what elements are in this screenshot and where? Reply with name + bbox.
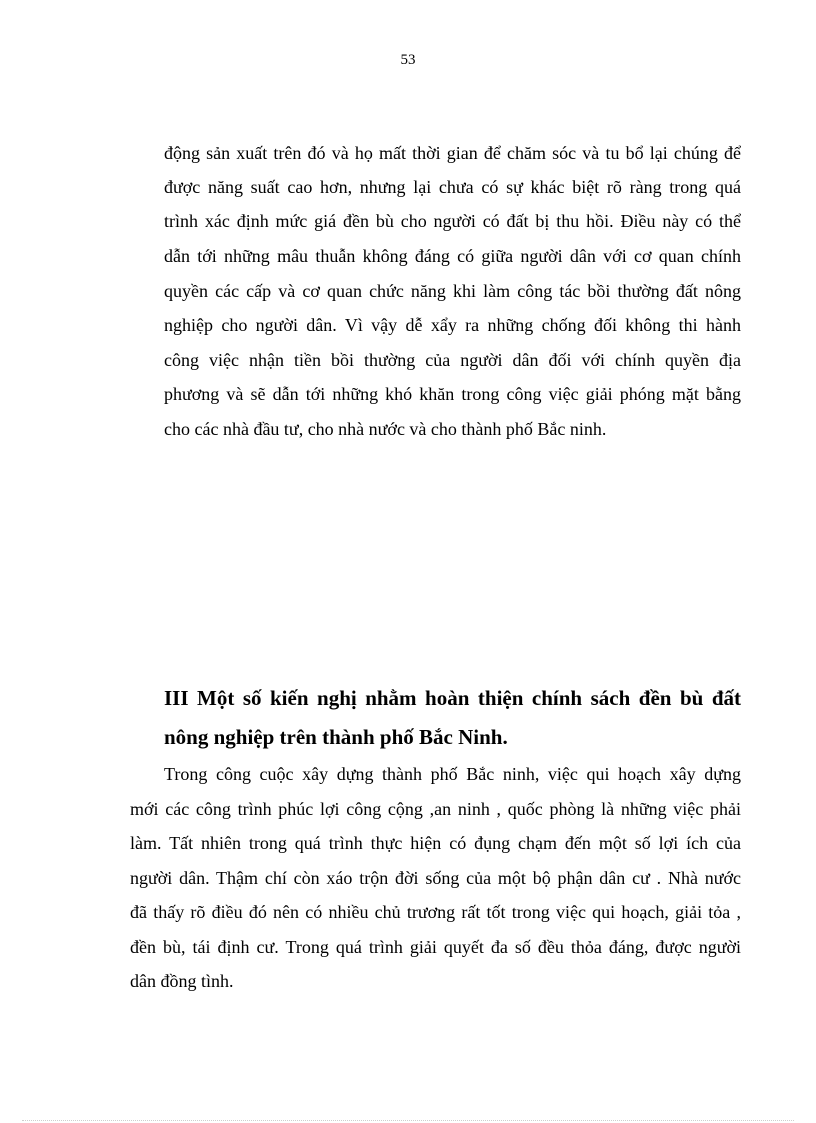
paragraph-1-line: cho các nhà đầu tư, cho nhà nước và cho thành phố Bắc ninh. — [164, 419, 607, 439]
paragraph-2-line: làm. Tất nhiên trong quá trình thực hiện có đụng chạm đến một số lợi ích của — [130, 833, 741, 853]
page-bottom-divider — [22, 1120, 794, 1121]
paragraph-2-line: đã thấy rõ điều đó nên có nhiều chủ trương rất tốt trong việc qui hoạch, giải tỏa , — [130, 902, 741, 922]
paragraph-1-line: nghiệp cho người dân. Vì vậy dễ xẩy ra những chống đối không thi hành — [164, 315, 741, 335]
paragraph-1-line: quyền các cấp và cơ quan chức năng khi làm công tác bồi thường đất nông — [164, 281, 741, 301]
paragraph-2-line: Trong công cuộc xây dựng thành phố Bắc ninh, việc qui hoạch xây dựng — [164, 764, 741, 784]
paragraph-2-line: người dân. Thậm chí còn xáo trộn đời sống của một bộ phận dân cư . Nhà nước — [130, 868, 741, 888]
paragraph-1-line: công việc nhận tiền bồi thường của người dân đối với chính quyền địa — [164, 350, 741, 370]
paragraph-1-line: được năng suất cao hơn, nhưng lại chưa có sự khác biệt rõ ràng trong quá — [164, 177, 741, 197]
paragraph-2-line: đền bù, tái định cư. Trong quá trình giải quyết đa số đều thỏa đáng, được người — [130, 937, 741, 957]
section-heading: nông nghiệp trên thành phố Bắc Ninh. — [164, 725, 508, 749]
paragraph-1-line: động sản xuất trên đó và họ mất thời gian để chăm sóc và tu bổ lại chúng để — [164, 143, 741, 163]
paragraph-2-line: dân đồng tình. — [130, 971, 234, 991]
paragraph-1-line: trình xác định mức giá đền bù cho người có đất bị thu hồi. Điều này có thể — [164, 211, 741, 231]
page-number: 53 — [400, 52, 416, 68]
paragraph-1-line: dẫn tới những mâu thuẫn không đáng có giữa người dân với cơ quan chính — [164, 246, 741, 266]
section-heading: III Một số kiến nghị nhằm hoàn thiện chính sách đền bù đất — [164, 686, 741, 710]
paragraph-2-line: mới các công trình phúc lợi công cộng ,an ninh , quốc phòng là những việc phải — [130, 799, 741, 819]
paragraph-1-line: phương và sẽ dẫn tới những khó khăn trong công việc giải phóng mặt bằng — [164, 384, 741, 404]
